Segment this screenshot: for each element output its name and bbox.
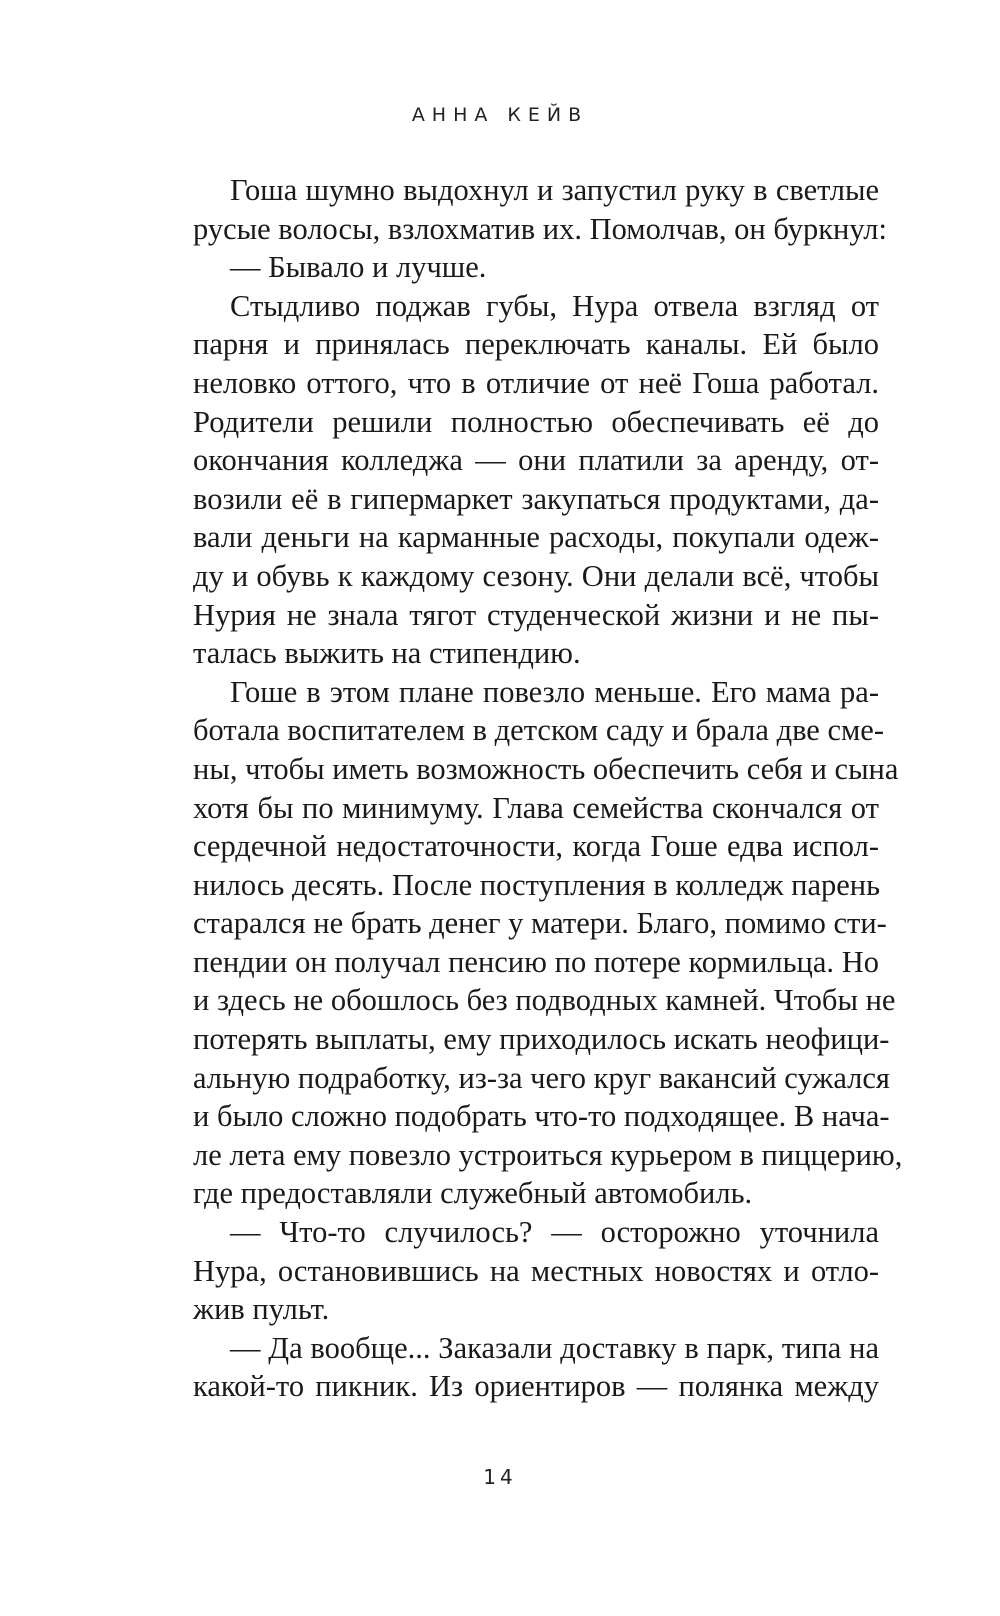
text-line: потерять выплаты, ему приходилось искать неофици- bbox=[193, 1022, 890, 1057]
text-line: сердечной недостаточности, когда Гоше едва испол- bbox=[193, 829, 879, 864]
text-line: — Да вообще... Заказали доставку в парк, типа на bbox=[230, 1330, 879, 1365]
text-line: альную подработку, из-за чего круг вакансий сужался bbox=[193, 1060, 890, 1095]
text-line: Гоша шумно выдохнул и запустил руку в светлые bbox=[230, 173, 879, 207]
text-line: — Бывало и лучше. bbox=[230, 250, 487, 285]
text-line: парня и принялась переключать каналы. Ей было bbox=[193, 327, 879, 362]
text-line: Гоше в этом плане повезло меньше. Его мама ра- bbox=[230, 674, 879, 709]
text-line: и здесь не обошлось без подводных камней. Чтобы не bbox=[193, 983, 896, 1018]
text-line: возили её в гипермаркет закупаться продуктами, да- bbox=[193, 481, 879, 516]
text-line: Нура, остановившись на местных новостях и отло- bbox=[193, 1253, 879, 1288]
page-body bbox=[193, 171, 903, 1406]
text-line: — Что-то случилось? — осторожно уточнила bbox=[230, 1215, 879, 1250]
text-line: ду и обувь к каждому сезону. Они делали всё, чтобы bbox=[193, 558, 879, 593]
text-line: талась выжить на стипендию. bbox=[193, 636, 581, 671]
text-line: неловко оттого, что в отличие от неё Гоша работал. bbox=[193, 365, 879, 400]
text-line: какой-то пикник. Из ориентиров — полянка между bbox=[193, 1369, 879, 1404]
text-line: Стыдливо поджав губы, Нура отвела взгляд от bbox=[230, 288, 879, 323]
text-line: жив пульт. bbox=[193, 1292, 330, 1327]
text-line: русые волосы, взлохматив их. Помолчав, он буркнул: bbox=[193, 211, 887, 246]
running-header-author: АННА КЕЙВ bbox=[411, 104, 589, 126]
text-line: Родители решили полностью обеспечивать её до bbox=[193, 404, 879, 439]
text-line: хотя бы по минимуму. Глава семейства скончался от bbox=[193, 790, 879, 825]
text-line: ны, чтобы иметь возможность обеспечить себя и сына bbox=[193, 751, 899, 786]
page-number: 14 bbox=[483, 1465, 517, 1489]
text-line: где предоставляли служебный автомобиль. bbox=[193, 1176, 753, 1211]
text-line: Нурия не знала тягот студенческой жизни и не пы- bbox=[193, 597, 879, 632]
text-line: вали деньги на карманные расходы, покупали одеж- bbox=[193, 520, 879, 555]
text-line: старался не брать денег у матери. Благо, помимо сти- bbox=[193, 906, 887, 941]
text-line: нилось десять. После поступления в колледж парень bbox=[193, 867, 881, 902]
text-line: и было сложно подобрать что-то подходящее. В нача- bbox=[193, 1099, 890, 1134]
text-line: ботала воспитателем в детском саду и брала две сме- bbox=[193, 713, 885, 748]
text-line: окончания колледжа — они платили за аренду, от- bbox=[193, 443, 879, 478]
text-line: ле лета ему повезло устроиться курьером в пиццерию, bbox=[193, 1137, 903, 1172]
text-line: пендии он получал пенсию по потере кормильца. Но bbox=[193, 944, 879, 979]
